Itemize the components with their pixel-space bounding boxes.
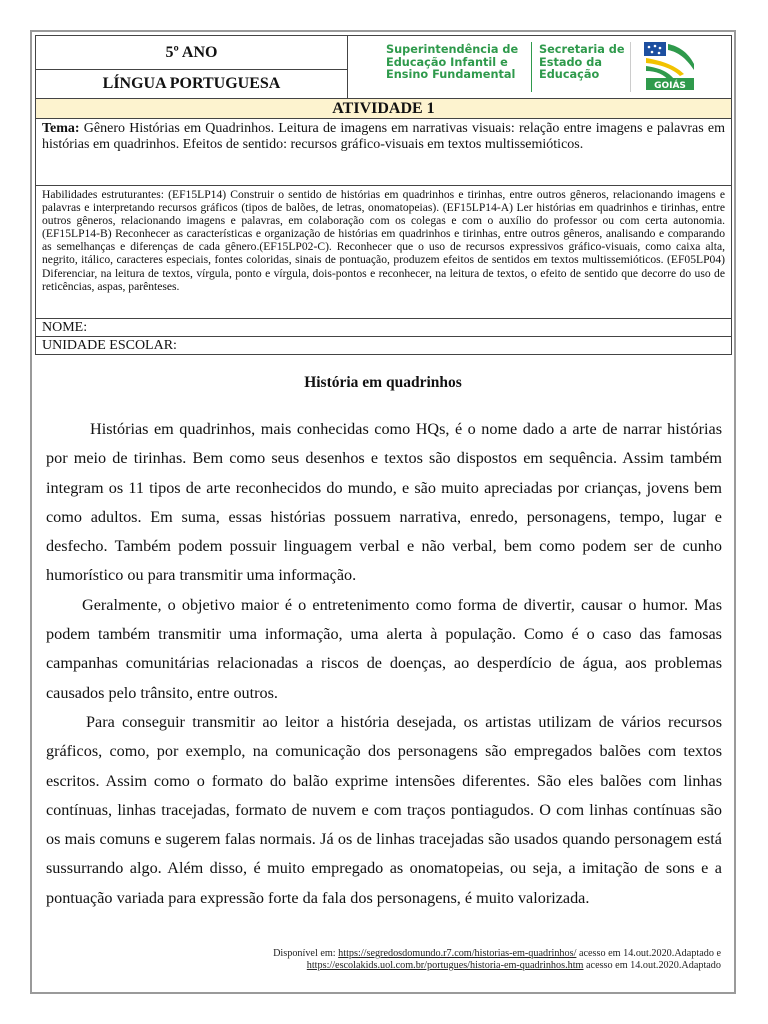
tema-text: Gênero Histórias em Quadrinhos. Leitura de imagens em narrativas visuais: relação entre imagens e palavras em histórias em quadrinhos. Efeitos de sentido: recursos gráfico-visuais em textos multissemióticos.	[42, 121, 725, 152]
superintendencia-logo-text: Superintendência de Educação Infantil e Ensino Fundamental	[386, 43, 519, 81]
name-field[interactable]: NOME:	[36, 319, 732, 337]
grade-label: 5º ANO	[36, 36, 348, 70]
school-field[interactable]: UNIDADE ESCOLAR:	[36, 337, 732, 355]
text-title: História em quadrinhos	[304, 374, 462, 391]
logo-cell	[348, 36, 732, 99]
logo-separator	[531, 42, 532, 92]
paragraph-3: Para conseguir transmitir ao leitor a história desejada, os artistas utilizam de vários recursos gráficos, como, por exemplo, na comunicação dos personagens são empregados balões com textos escritos. Assim como o formato do balão exprime intensões diferentes. São eles balões com linhas contínuas, linhas tracejadas, formato de nuvem e com traços pontiagudos. O com linhas contínuas são os mais comuns e sugerem falas normais. Já os de linhas tracejadas são usados quando personagem está sussurrando algo. Além disso, é muito empregado as onomatopeias, ou seja, a imitação de sons e a pontuação variada para expressão forte da fala dos personagens, é muito valorizada.	[46, 712, 722, 907]
main-text	[46, 415, 722, 913]
paragraph-1: Histórias em quadrinhos, mais conhecidas como HQs, é o nome dado a arte de narrar histórias por meio de tirinhas. Bem como seus desenhos e textos são dispostos em sequência. Assim também integram os 11 tipos de arte reconhecidos do mundo, e são muito apreciadas por crianças, jovens bem como adultos. Em suma, essas histórias possuem narrativa, enredo, personagens, tempo, lugar e desfecho. Também podem possuir linguagem verbal e não verbal, bem como podem ser de cunho humorístico ou para transmitir uma informação.	[46, 420, 722, 585]
source-link-1[interactable]: https://segredosdomundo.r7.com/historias-em-quadrinhos/	[338, 948, 577, 959]
header-table	[35, 35, 732, 355]
source-citation	[160, 948, 721, 972]
logo-separator-2	[630, 42, 631, 92]
tema-cell	[36, 119, 732, 186]
source-suffix-2: acesso em 14.out.2020.Adaptado	[583, 960, 721, 971]
source-link-2[interactable]: https://escolakids.uol.com.br/portugues/historia-em-quadrinhos.htm	[306, 960, 584, 971]
goias-logo-text: GOIÁS	[654, 81, 686, 91]
activity-title: ATIVIDADE 1	[36, 99, 732, 119]
source-suffix-1: acesso em 14.out.2020.Adaptado e	[576, 948, 721, 959]
logos	[386, 42, 706, 94]
source-prefix: Disponível em:	[273, 948, 339, 959]
secretaria-logo-text: Secretaria de Estado da Educação	[539, 43, 625, 81]
skills-text: Habilidades estruturantes: (EF15LP14) Construir o sentido de histórias em quadrinhos e tirinhas, entre outros gêneros, relacionando imagens e palavras e interpretando recursos gráficos (tipos de balões, de letras, onomatopeias). (EF15LP14-A) Ler histórias em quadrinhos e tirinhas, entre outros gêneros, relacionando imagens e palavras, em colaboração com os colegas e com o auxílio do professor ou com certa autonomia. (EF15LP14-B) Reconhecer as características e organização de histórias em quadrinhos e tirinhas, entre outros gêneros, analisando e comparando as semelhanças e diferenças de cada gênero.(EF15LP02-C). Reconhecer que o uso de recursos expressivos gráfico-visuais, como caixa alta, negrito, itálico, caracteres especiais, fontes coloridas, sinais de pontuação, produzem efeitos de sentidos em textos multissemióticos. (EF05LP04) Diferenciar, na leitura de textos, vírgula, ponto e vírgula, dois-pontos e reconhecer, na leitura de textos, o efeito de sentido que decorre do uso de reticências, aspas, parênteses.	[36, 186, 732, 319]
paragraph-2: Geralmente, o objetivo maior é o entretenimento como forma de divertir, causar o humor. Mas podem também transmitir uma informação, uma alerta à população. Como é o caso das famosas campanhas comunitárias relacionadas a riscos de doenças, ao desperdício de água, aos problemas causados pelo trânsito, entre outros.	[46, 595, 722, 702]
subject-label: LÍNGUA PORTUGUESA	[36, 70, 348, 99]
goias-flag-logo	[644, 42, 696, 92]
tema-label: Tema:	[42, 121, 80, 136]
